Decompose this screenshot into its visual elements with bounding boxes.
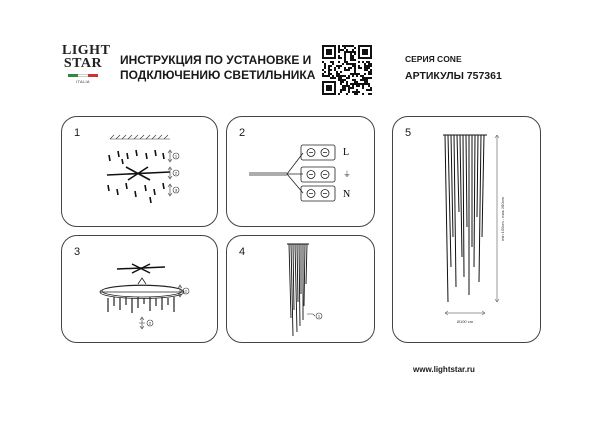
logo-line1: LIGHT xyxy=(62,43,111,58)
logo-line2: STAR xyxy=(63,56,103,71)
step-3-illustration xyxy=(62,236,217,342)
wire-l-label: L xyxy=(343,147,350,158)
step-1-number: 1 xyxy=(74,127,81,139)
step-5-panel xyxy=(392,116,541,343)
step-5-number: 5 xyxy=(405,127,412,139)
page-title xyxy=(120,53,315,83)
logo-tagline: ITALIA xyxy=(76,79,90,84)
step-3-marker-2: 2 xyxy=(148,320,152,326)
step-1-panel xyxy=(61,116,218,227)
step-1-marker-3: 3 xyxy=(174,187,178,193)
step-2-illustration xyxy=(227,117,374,226)
step-4-marker-1: 1 xyxy=(317,313,321,319)
step-4-illustration xyxy=(227,236,374,342)
height-dimension-label: min 150cm - max 280cm xyxy=(500,197,505,241)
step-4-panel xyxy=(226,235,375,343)
step-3-number: 3 xyxy=(74,246,81,258)
series-label: СЕРИЯ CONE xyxy=(405,54,462,64)
step-5-illustration xyxy=(393,117,540,342)
title-line1: ИНСТРУКЦИЯ ПО УСТАНОВКЕ И xyxy=(120,53,312,67)
wire-ground-label: ⏚ xyxy=(343,170,351,179)
qr-code xyxy=(322,45,372,95)
wire-n-label: N xyxy=(343,189,351,200)
articles-label: АРТИКУЛЫ 757361 xyxy=(405,70,502,82)
step-2-panel xyxy=(226,116,375,227)
italian-flag xyxy=(68,74,98,77)
step-3-marker-1: 1 xyxy=(184,288,188,294)
title-line2: ПОДКЛЮЧЕНИЮ СВЕТИЛЬНИКА xyxy=(120,68,316,82)
step-3-panel xyxy=(61,235,218,343)
diameter-dimension-label: Ø100 cm xyxy=(456,319,474,324)
step-1-marker-2: 2 xyxy=(174,170,178,176)
step-4-number: 4 xyxy=(239,246,246,258)
website-link[interactable]: www.lightstar.ru xyxy=(413,365,475,374)
step-1-illustration xyxy=(62,117,217,226)
step-2-number: 2 xyxy=(239,127,246,139)
step-1-marker-1: 1 xyxy=(174,153,178,159)
brand-logo xyxy=(62,43,111,94)
